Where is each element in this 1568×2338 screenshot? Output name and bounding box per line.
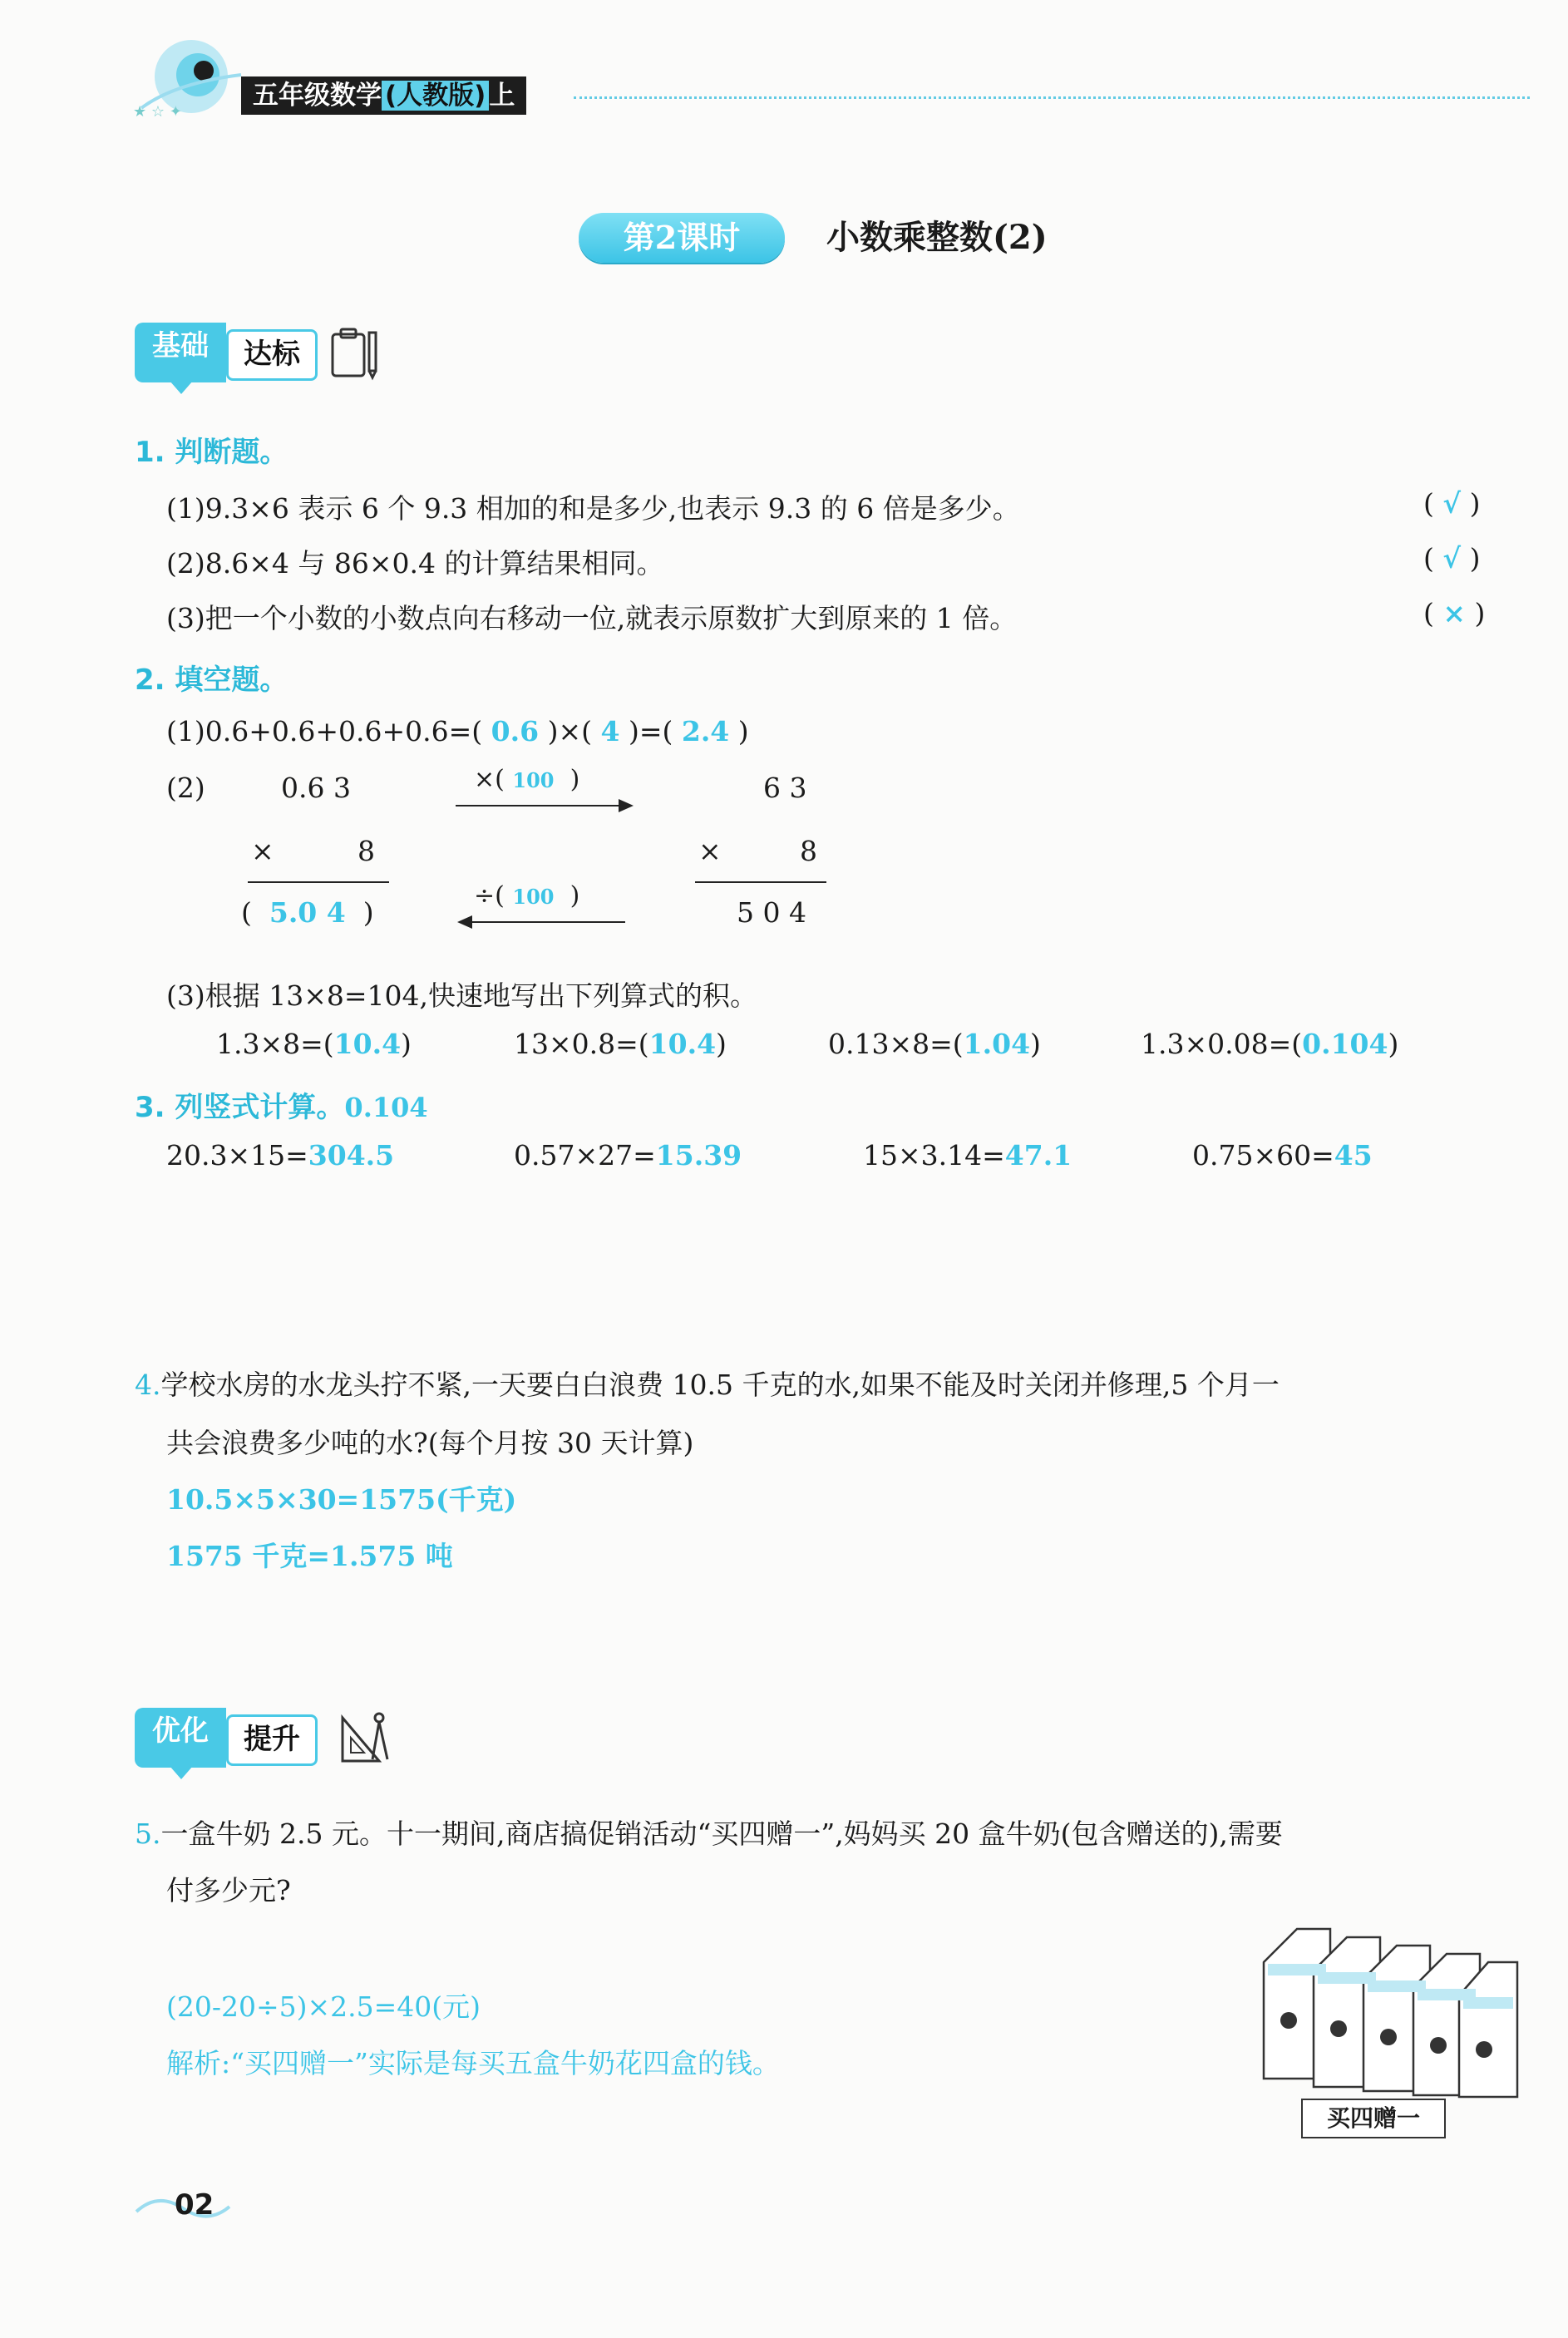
q2-p2-left-rule — [248, 881, 389, 883]
q3-answer-2: 15.39 — [655, 1139, 742, 1171]
q2-title: 2. 填空题。 — [135, 663, 288, 697]
q2-p2-right-result: 5 0 4 — [737, 896, 806, 929]
q2-p2-arrow-top-op: ×( — [474, 765, 505, 794]
q2-p2-arrow-top-answer: 100 — [512, 768, 555, 792]
q3-item-1 — [166, 1139, 394, 1171]
svg-text:★ ☆ ✦: ★ ☆ ✦ — [133, 103, 182, 121]
q2-p1-answer-1: 0.6 — [491, 715, 540, 747]
header-decoration — [125, 25, 249, 125]
q3-expr-3: 15×3.14= — [863, 1139, 1005, 1171]
q3-answer-1: 304.5 — [308, 1139, 395, 1171]
badge-tail-2 — [170, 1766, 193, 1779]
q3-item-4 — [1192, 1139, 1373, 1171]
q2-p2-left-answer: 5.0 4 — [269, 896, 346, 929]
q4-line-1 — [135, 1364, 1280, 1403]
section-badge-right: 达标 — [226, 329, 318, 381]
milk-boxes-illustration — [1247, 1912, 1530, 2104]
geometry-tools-icon — [336, 1708, 396, 1771]
q2-p3-expr-3: 0.13×8=( — [828, 1028, 964, 1060]
q1-item-2: (2)8.6×4 与 86×0.4 的计算结果相同。 — [166, 547, 664, 580]
q3-expr-4: 0.75×60= — [1192, 1139, 1334, 1171]
arrow-left-icon — [457, 915, 472, 929]
q3-expr-1: 20.3×15= — [166, 1139, 308, 1171]
q1-item-3: (3)把一个小数的小数点向右移动一位,就表示原数扩大到原来的 1 倍。 — [166, 602, 1018, 634]
q2-p3-text: (3)根据 13×8=104,快速地写出下列算式的积。 — [166, 979, 757, 1012]
q5-answer-2: 解析:“买四赠一”实际是每买五盒牛奶花四盒的钱。 — [166, 2047, 780, 2079]
q2-p2-arrow-bottom-op: ÷( — [474, 881, 505, 910]
q2-p2-arrow-top-close: ) — [570, 765, 580, 794]
q2-p2-label: (2) — [166, 772, 205, 804]
section-badge-left-2: 优化 — [135, 1708, 226, 1768]
q2-p1-mid-2: )=( — [628, 715, 673, 747]
q2-p3-expr-1: 1.3×8=( — [216, 1028, 334, 1060]
q2-p2-left-top: 0.6 3 — [281, 772, 351, 804]
q1-item-1: (1)9.3×6 表示 6 个 9.3 相加的和是多少,也表示 9.3 的 6 倍是多少。 — [166, 492, 1020, 525]
q2-p2-arrow-top-label — [474, 765, 579, 794]
q5-line-1 — [135, 1813, 1283, 1852]
q2-p2-arrow-bottom-answer: 100 — [512, 885, 555, 909]
q2-p3-item-1: 1.3×8=(10.4) — [216, 1028, 412, 1060]
q2-p1-mid-1: )×( — [547, 715, 592, 747]
q4-answer-2: 1575 千克=1.575 吨 — [166, 1540, 453, 1572]
q1-answer-2: ( √ ) — [1423, 542, 1481, 575]
q3-answer-4: 45 — [1334, 1139, 1373, 1171]
q3-title — [135, 1084, 428, 1125]
q2-p2-left-mult: 8 — [357, 835, 375, 867]
q2-p2-left-result: ( 5.0 4 ) — [241, 896, 374, 929]
q1-answer-3: ( × ) — [1423, 597, 1486, 629]
lesson-title: 小数乘整数(2) — [826, 218, 1048, 257]
q1-answer-2-value: √ — [1442, 542, 1462, 575]
q2-p3-answer-2: 10.4 — [648, 1028, 717, 1060]
book-title — [241, 76, 526, 115]
q3-extra-note: 0.104 — [344, 1092, 428, 1123]
q3-answer-3: 47.1 — [1004, 1139, 1072, 1171]
q1-title: 1. 判断题。 — [135, 436, 288, 469]
q5-line-2: 付多少元? — [166, 1874, 291, 1906]
q5-answer-1: (20-20÷5)×2.5=40(元) — [166, 1990, 481, 2023]
q2-p2-right-mult: 8 — [800, 835, 817, 867]
edition-text: (人教版) — [382, 81, 489, 111]
q3-item-2 — [514, 1139, 742, 1171]
section-badge-left: 基础 — [135, 323, 226, 382]
q5-text-1: 一盒牛奶 2.5 元。十一期间,商店搞促销活动“买四赠一”,妈妈买 20 盒牛奶(包含赠送的),需要 — [160, 1818, 1283, 1850]
q1-answer-1: ( √ ) — [1423, 487, 1481, 520]
q2-p3-item-4: 1.3×0.08=(0.104) — [1141, 1028, 1399, 1060]
q5-number: 5. — [135, 1818, 161, 1850]
q3-item-3 — [863, 1139, 1072, 1171]
q2-p3-expr-4: 1.3×0.08=( — [1141, 1028, 1303, 1060]
clipboard-icon — [326, 323, 386, 386]
q2-p1-prefix: (1)0.6+0.6+0.6+0.6=( — [166, 715, 483, 747]
q2-p1-suffix: ) — [737, 715, 749, 747]
q2-p2-arrow-right — [456, 805, 622, 806]
q2-p2-arrow-bottom-close: ) — [570, 881, 580, 910]
promo-label: 买四赠一 — [1301, 2099, 1446, 2138]
q2-p2-arrow-bottom-label — [474, 881, 579, 910]
q2-p3-expr-2: 13×0.8=( — [514, 1028, 649, 1060]
q2-p2-right-rule — [695, 881, 826, 883]
q2-p3-answer-1: 10.4 — [333, 1028, 402, 1060]
q2-p3-answer-3: 1.04 — [963, 1028, 1031, 1060]
volume-text: 上 — [489, 81, 515, 111]
q2-p2-right-top: 6 3 — [763, 772, 807, 804]
lesson-tag: 第2课时 — [579, 213, 785, 263]
q4-answer-1: 10.5×5×30=1575(千克) — [166, 1483, 517, 1516]
q4-line-2: 共会浪费多少吨的水?(每个月按 30 天计算) — [166, 1427, 694, 1459]
section-badge-right-2: 提升 — [226, 1714, 318, 1766]
q4-text-1: 学校水房的水龙头拧不紧,一天要白白浪费 10.5 千克的水,如果不能及时关闭并修理,5 个月一 — [160, 1369, 1280, 1401]
q1-answer-3-value: × — [1442, 597, 1467, 629]
q2-p3-answer-4: 0.104 — [1302, 1028, 1388, 1060]
q3-title-text: 3. 列竖式计算。 — [135, 1091, 345, 1124]
header-divider — [574, 96, 1530, 99]
q2-part1 — [166, 715, 749, 747]
q4-number: 4. — [135, 1369, 161, 1401]
q2-p3-item-3: 0.13×8=(1.04) — [828, 1028, 1041, 1060]
badge-tail — [170, 381, 193, 394]
q2-p2-right-times: × — [698, 835, 722, 867]
q2-p2-arrow-left — [471, 921, 625, 923]
book-title-text: 五年级数学 — [253, 81, 382, 111]
q2-p3-item-2: 13×0.8=(10.4) — [514, 1028, 727, 1060]
q1-answer-1-value: √ — [1442, 487, 1462, 520]
q3-expr-2: 0.57×27= — [514, 1139, 656, 1171]
page-number: 02 — [175, 2188, 214, 2222]
arrow-right-icon — [619, 799, 634, 812]
q2-p2-left-times: × — [251, 835, 274, 867]
q2-p1-answer-2: 4 — [600, 715, 620, 747]
q2-p1-answer-3: 2.4 — [681, 715, 730, 747]
